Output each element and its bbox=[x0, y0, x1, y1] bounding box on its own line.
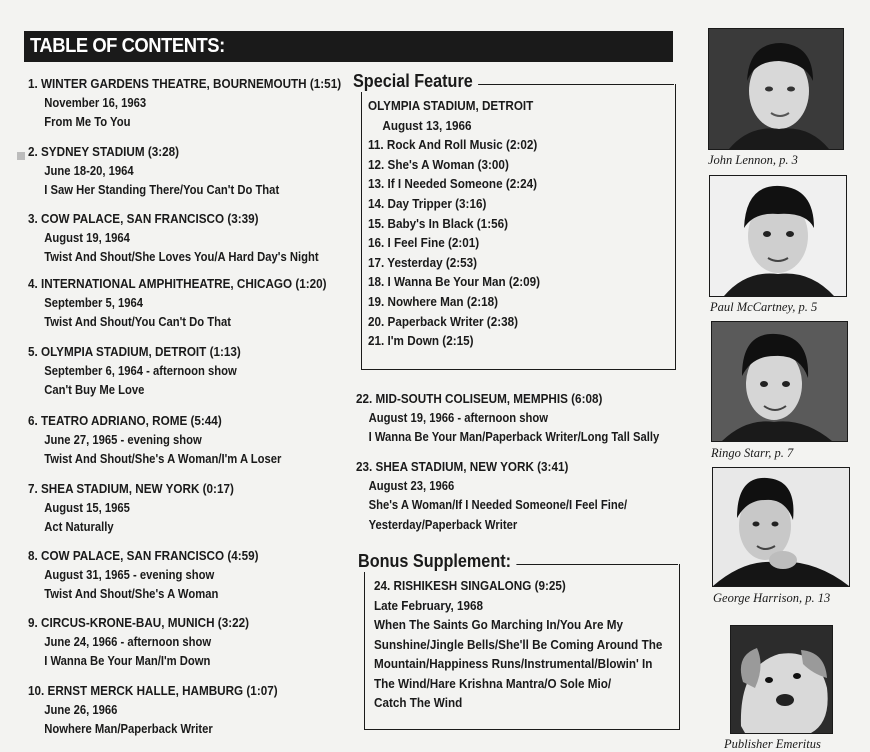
concert-date: August 19, 1966 - afternoon show bbox=[368, 410, 549, 425]
track-21: 21. I'm Down (2:15) bbox=[368, 333, 474, 349]
concert-date: August 31, 1965 - evening show bbox=[44, 567, 215, 582]
bonus-songs-line: Catch The Wind bbox=[374, 695, 463, 710]
contents-banner bbox=[24, 31, 673, 62]
concert-date: August 23, 1966 bbox=[368, 478, 455, 493]
caption-publisher-emeritus: Publisher Emeritus bbox=[724, 737, 821, 751]
bonus-songs-line: When The Saints Go Marching In/You Are My bbox=[374, 617, 623, 632]
concert-date: June 26, 1966 bbox=[44, 702, 118, 717]
concert-title: 6. TEATRO ADRIANO, ROME (5:44) bbox=[28, 413, 222, 428]
concert-title: 4. INTERNATIONAL AMPHITHEATRE, CHICAGO (1:20) bbox=[28, 276, 327, 291]
concert-title: 5. OLYMPIA STADIUM, DETROIT (1:13) bbox=[28, 344, 241, 359]
bonus-songs-line: The Wind/Hare Krishna Mantra/O Sole Mio/ bbox=[374, 675, 612, 691]
concert-entry-9 bbox=[28, 613, 316, 672]
concert-title: 22. MID-SOUTH COLISEUM, MEMPHIS (6:08) bbox=[356, 391, 603, 406]
concert-entry-4 bbox=[28, 274, 327, 333]
concert-date: August 15, 1965 bbox=[44, 500, 130, 515]
track-13: 13. If I Needed Someone (2:24) bbox=[368, 176, 538, 192]
concert-songs: I Wanna Be Your Man/Paperback Writer/Long Tall Sally bbox=[368, 430, 660, 444]
concert-songs: Twist And Shout/She's A Woman bbox=[44, 587, 219, 601]
bonus-songs-line: Mountain/Happiness Runs/Instrumental/Blowin' In bbox=[374, 656, 653, 671]
track-19: 19. Nowhere Man (2:18) bbox=[368, 293, 499, 309]
concert-entry-22 bbox=[356, 389, 660, 448]
concert-songs: She's A Woman/If I Needed Someone/I Feel Fine/ bbox=[368, 498, 628, 512]
track-17: 17. Yesterday (2:53) bbox=[368, 254, 478, 270]
concert-songs: Twist And Shout/She Loves You/A Hard Day's Night bbox=[44, 250, 319, 264]
concert-title: 10. ERNST MERCK HALLE, HAMBURG (1:07) bbox=[28, 683, 278, 698]
concert-entry-6 bbox=[28, 411, 316, 470]
concert-songs: Nowhere Man/Paperback Writer bbox=[44, 722, 213, 736]
concert-entry-23 bbox=[356, 457, 644, 535]
portrait-george-image bbox=[713, 468, 849, 586]
portrait-paul-image bbox=[710, 176, 846, 296]
concert-date: September 5, 1964 bbox=[44, 295, 144, 310]
concert-date: November 16, 1963 bbox=[44, 95, 147, 110]
concert-songs: Can't Buy Me Love bbox=[44, 383, 145, 397]
concert-title: 23. SHEA STADIUM, NEW YORK (3:41) bbox=[356, 459, 569, 474]
concert-entry-10 bbox=[28, 681, 316, 740]
concert-entry-1 bbox=[28, 74, 342, 133]
page-title: TABLE OF CONTENTS: bbox=[30, 35, 225, 57]
photo-paul-mccartney bbox=[709, 175, 847, 297]
concert-songs: I Saw Her Standing There/You Can't Do That bbox=[44, 183, 280, 197]
caption-paul-mccartney: Paul McCartney, p. 5 bbox=[710, 300, 818, 314]
track-16: 16. I Feel Fine (2:01) bbox=[368, 235, 480, 251]
concert-songs: From Me To You bbox=[44, 115, 131, 129]
special-date: August 13, 1966 bbox=[382, 117, 472, 133]
caption-george-harrison: George Harrison, p. 13 bbox=[713, 591, 831, 605]
concert-title: 3. COW PALACE, SAN FRANCISCO (3:39) bbox=[28, 211, 259, 226]
track-18: 18. I Wanna Be Your Man (2:09) bbox=[368, 274, 541, 290]
concert-date: June 27, 1965 - evening show bbox=[44, 432, 202, 447]
concert-title: 8. COW PALACE, SAN FRANCISCO (4:59) bbox=[28, 548, 259, 563]
concert-title: 1. WINTER GARDENS THEATRE, BOURNEMOUTH (1:51) bbox=[28, 76, 342, 91]
track-12: 12. She's A Woman (3:00) bbox=[368, 156, 509, 172]
concert-title: 9. CIRCUS-KRONE-BAU, MUNICH (3:22) bbox=[28, 615, 250, 630]
track-14: 14. Day Tripper (3:16) bbox=[368, 195, 487, 211]
caption-john-lennon: John Lennon, p. 3 bbox=[708, 153, 798, 167]
bonus-title: Bonus Supplement: bbox=[358, 551, 516, 572]
concert-date: June 18-20, 1964 bbox=[44, 163, 134, 178]
concert-entry-7 bbox=[28, 479, 316, 538]
caption-ringo-starr: Ringo Starr, p. 7 bbox=[711, 446, 794, 460]
special-feature-list bbox=[368, 96, 540, 351]
track-11: 11. Rock And Roll Music (2:02) bbox=[368, 137, 538, 153]
special-feature-title: Special Feature bbox=[353, 71, 478, 92]
photo-ringo-starr bbox=[711, 321, 848, 442]
photo-george-harrison bbox=[712, 467, 850, 587]
portrait-ringo-image bbox=[712, 322, 847, 441]
track-20: 20. Paperback Writer (2:38) bbox=[368, 313, 519, 329]
concert-date: August 19, 1964 bbox=[44, 230, 130, 245]
photo-john-lennon bbox=[708, 28, 844, 150]
concert-title: 2. SYDNEY STADIUM (3:28) bbox=[28, 144, 180, 159]
portrait-dog-image bbox=[731, 626, 832, 733]
concert-entry-5 bbox=[28, 342, 316, 401]
concert-songs: Twist And Shout/She's A Woman/I'm A Loser bbox=[44, 452, 282, 466]
photo-publisher-emeritus bbox=[730, 625, 833, 734]
track-15: 15. Baby's In Black (1:56) bbox=[368, 215, 509, 231]
concert-songs: I Wanna Be Your Man/I'm Down bbox=[44, 654, 211, 668]
bonus-entry-title: 24. RISHIKESH SINGALONG (9:25) bbox=[374, 578, 566, 593]
scan-marker bbox=[17, 152, 25, 160]
concert-songs: Twist And Shout/You Can't Do That bbox=[44, 315, 232, 329]
concert-entry-2 bbox=[28, 142, 316, 201]
special-venue: OLYMPIA STADIUM, DETROIT bbox=[368, 98, 534, 113]
concert-songs: Act Naturally bbox=[44, 520, 114, 534]
concert-entry-8 bbox=[28, 546, 316, 605]
concert-date: June 24, 1966 - afternoon show bbox=[44, 634, 212, 649]
bonus-date: Late February, 1968 bbox=[374, 597, 484, 613]
concert-songs: Yesterday/Paperback Writer bbox=[368, 517, 518, 532]
bonus-songs-line: Sunshine/Jingle Bells/She'll Be Coming Around The bbox=[374, 636, 663, 652]
portrait-john-image bbox=[709, 29, 843, 149]
bonus-entry bbox=[374, 576, 662, 713]
concert-entry-3 bbox=[28, 209, 319, 268]
concert-date: September 6, 1964 - afternoon show bbox=[44, 363, 237, 378]
concert-title: 7. SHEA STADIUM, NEW YORK (0:17) bbox=[28, 481, 234, 496]
